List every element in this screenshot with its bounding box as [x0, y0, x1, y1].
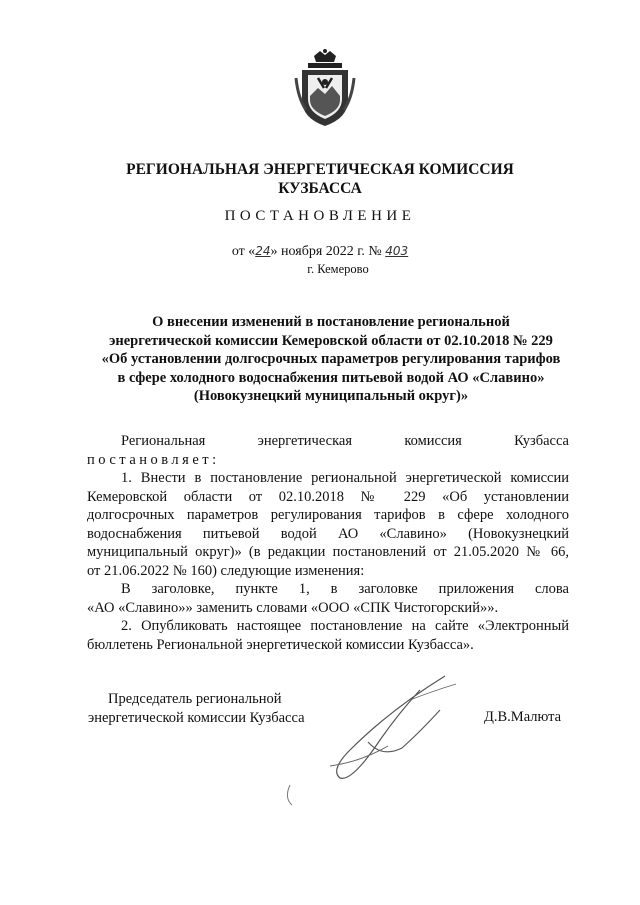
subject-line: «Об установлении долгосрочных параметров регулирования тарифов [101, 351, 561, 367]
handwritten-day: 24 [255, 244, 271, 258]
signatory-name: Д.В.Малюта [484, 709, 562, 725]
document-subject [96, 313, 566, 406]
subject-line: энергетической комиссии Кемеровской области от 02.10.2018 № 229 [109, 332, 553, 349]
date-line [0, 244, 640, 260]
city-label: г. Кемерово [307, 262, 369, 276]
item1-line: от 21.06.2022 № 160) следующие изменения: [87, 562, 365, 579]
change-line: «АО «Славино»» заменить словами «ООО «СПК Чистогорский»». [87, 599, 499, 616]
item1-line: муниципальный округ)» (в редакции постановлений от 21.05.2020 № 66, [87, 544, 569, 560]
document-type-title: ПОСТАНОВЛЕНИЕ [224, 208, 416, 224]
intro-line: Региональная энергетическая комиссия Кузбасса [121, 433, 569, 449]
signatory-position-line2: энергетической комиссии Кузбасса [88, 709, 305, 726]
body-text [87, 432, 569, 654]
signatory-position-line1: Председатель региональной [108, 691, 282, 707]
item1-line: Кемеровской области от 02.10.2018 № 229 «Об установлении [87, 488, 569, 505]
date-prefix: от « [231, 244, 256, 259]
date-middle: » ноября 2022 г. № [270, 244, 382, 259]
item1-line: водоснабжения питьевой водой АО «Славино» (Новокузнецкий [87, 525, 569, 542]
handwritten-signature [270, 670, 470, 810]
organization-name-line1: РЕГИОНАЛЬНАЯ ЭНЕРГЕТИЧЕСКАЯ КОМИССИЯ [126, 161, 514, 178]
handwritten-doc-number: 403 [385, 244, 409, 258]
subject-line: в сфере холодного водоснабжения питьевой водой АО «Славино» [117, 369, 545, 386]
resolves-word: постановляет: [87, 451, 220, 468]
item2-line: бюллетень Региональной энергетической комиссии Кузбасса». [87, 636, 474, 653]
item2-line: 2. Опубликовать настоящее постановление на сайте «Электронный [121, 618, 569, 634]
subject-line: О внесении изменений в постановление региональной [152, 314, 510, 330]
item1-line: 1. Внести в постановление региональной энергетической комиссии [121, 470, 569, 486]
coat-of-arms-emblem [294, 48, 356, 128]
subject-line: (Новокузнецкий муниципальный округ)» [193, 388, 469, 404]
organization-name-line2: КУЗБАССА [278, 180, 362, 197]
item1-line: долгосрочных параметров регулирования тарифов в сфере холодного [87, 507, 569, 523]
change-line: В заголовке, пункте 1, в заголовке приложения слова [121, 581, 569, 597]
